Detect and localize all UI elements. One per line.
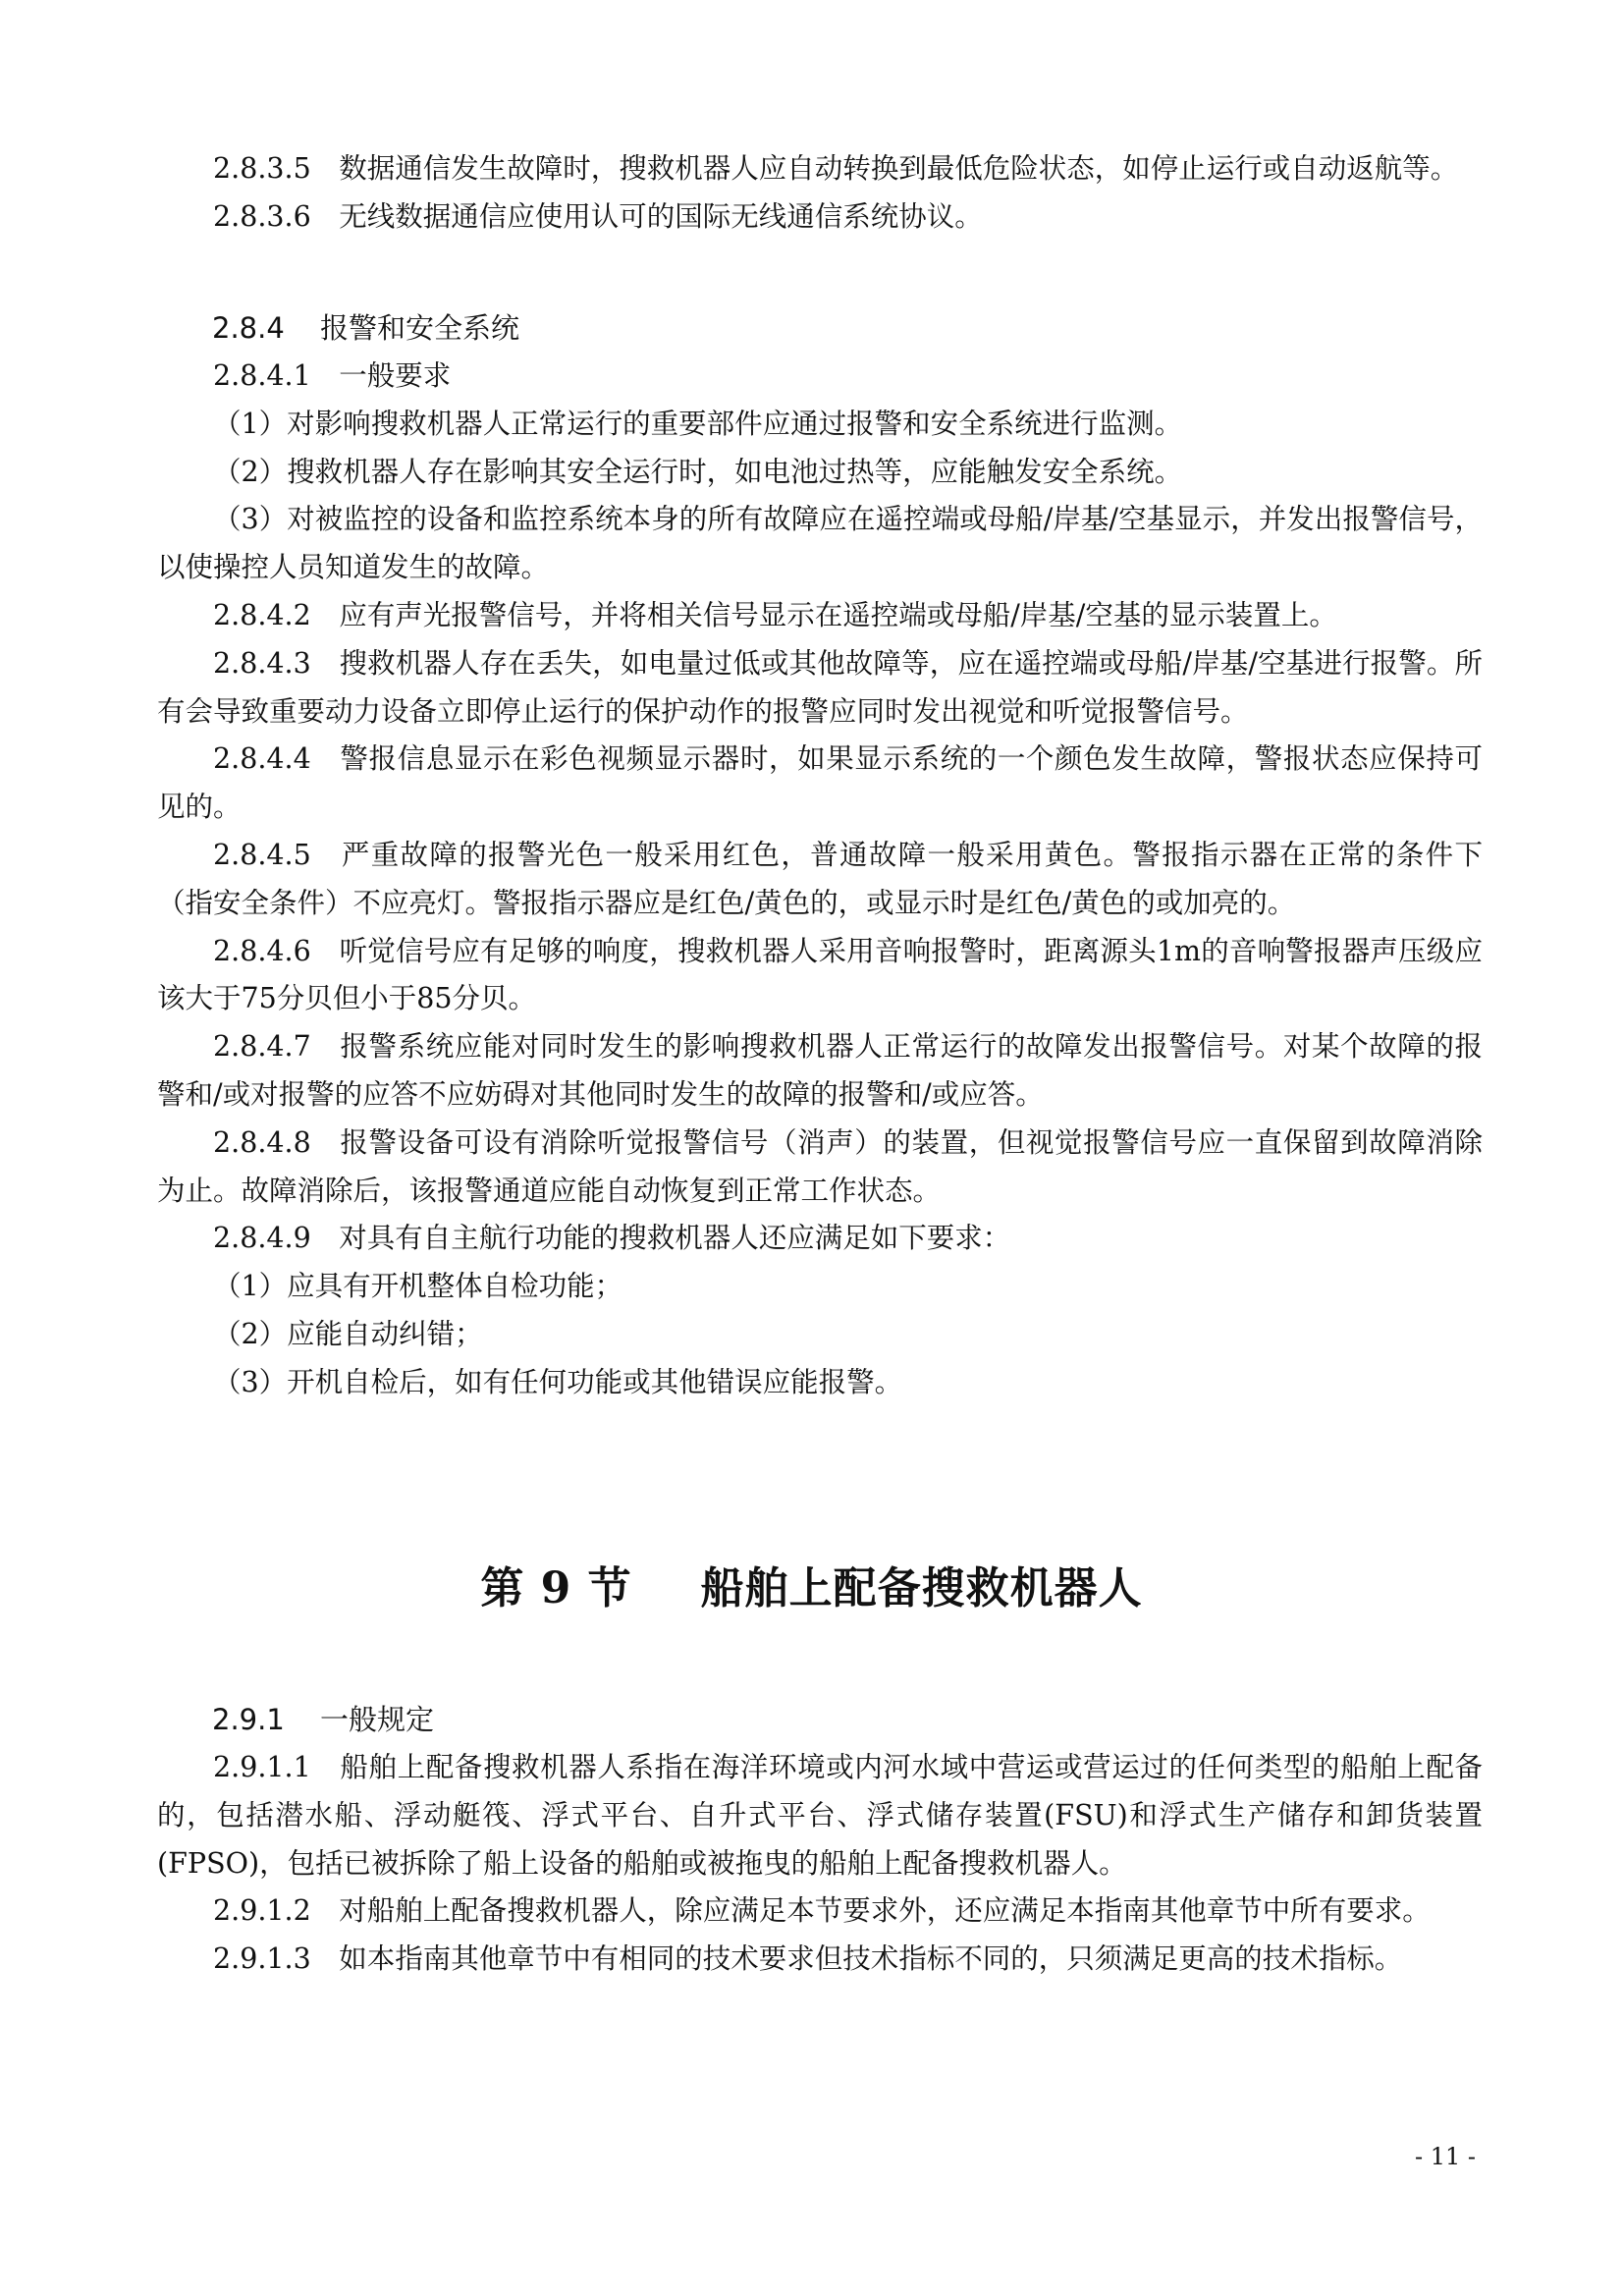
heading-number: 2.9.1 [212,1703,285,1736]
paragraph-2-8-4-4: 2.8.4.4 警报信息显示在彩色视频显示器时，如果显示系统的一个颜色发生故障，警报状态应保持可见的。 [157,742,1483,824]
paragraph-2-8-3-6: 2.8.3.6 无线数据通信应使用认可的国际无线通信系统协议。 [213,199,983,233]
heading-2-8-4 [157,304,1483,352]
heading-title: 一般规定 [320,1703,435,1736]
paragraph-2-8-4-6: 2.8.4.6 听觉信号应有足够的响度，搜救机器人采用音响报警时，距离源头1m的音响警报器声压级应该大于75分贝但小于85分贝。 [157,934,1483,1015]
block-2-8-3 [157,145,1483,242]
paragraph-2-9-1-1: 2.9.1.1 船舶上配备搜救机器人系指在海洋环境或内河水域中营运或营运过的任何类型的船舶上配备的，包括潜水船、浮动艇筏、浮式平台、自升式平台、浮式储存装置(FSU)和浮式生产储存和卸货装置(FPSO)，包括已被拆除了船上设备的船舶或被拖曳的船舶上配备搜救机器人。 [157,1751,1483,1880]
list-item-3: （3）对被监控的设备和监控系统本身的所有故障应在遥控端或母船/岸基/空基显示，并发出报警信号，以使操控人员知道发生的故障。 [157,503,1483,584]
heading-2-9-1 [157,1696,1483,1743]
paragraph-2-8-4-2: 2.8.4.2 应有声光报警信号，并将相关信号显示在遥控端或母船/岸基/空基的显示装置上。 [213,598,1337,631]
paragraph-2-8-4-1: 2.8.4.1 一般要求 [213,359,452,392]
list-item-2: （2）搜救机器人存在影响其安全运行时，如电池过热等，应能触发安全系统。 [213,455,1183,488]
paragraph-2-8-4-5: 2.8.4.5 严重故障的报警光色一般采用红色，普通故障一般采用黄色。警报指示器在正常的条件下（指安全条件）不应亮灯。警报指示器应是红色/黄色的，或显示时是红色/黄色的或加亮的。 [157,838,1483,919]
list-item-9-2: （2）应能自动纠错； [213,1317,483,1350]
paragraph-2-8-4-3: 2.8.4.3 搜救机器人存在丢失，如电量过低或其他故障等，应在遥控端或母船/岸基/空基进行报警。所有会导致重要动力设备立即停止运行的保护动作的报警应同时发出视觉和听觉报警信号。 [157,646,1483,728]
section-name: 船舶上配备搜救机器人 [700,1563,1143,1613]
paragraph-2-9-1-3: 2.9.1.3 如本指南其他章节中有相同的技术要求但技术指标不同的，只须满足更高的技术指标。 [213,1942,1403,1976]
list-item-1: （1）对影响搜救机器人正常运行的重要部件应通过报警和安全系统进行监测。 [213,407,1183,440]
paragraph-2-9-1-2: 2.9.1.2 对船舶上配备搜救机器人，除应满足本节要求外，还应满足本指南其他章节中所有要求。 [213,1894,1431,1928]
paragraph-2-8-4-7: 2.8.4.7 报警系统应能对同时发生的影响搜救机器人正常运行的故障发出报警信号。对某个故障的报警和/或对报警的应答不应妨碍对其他同时发生的故障的报警和/或应答。 [157,1030,1483,1111]
block-2-8-4 [157,353,1483,1407]
heading-number: 2.8.4 [212,311,285,345]
list-item-9-3: （3）开机自检后，如有任何功能或其他错误应能报警。 [213,1365,903,1398]
list-item-9-1: （1）应具有开机整体自检功能； [213,1270,623,1303]
heading-title: 报警和安全系统 [320,311,520,345]
page-number: - 11 - [1414,2143,1476,2170]
paragraph-2-8-4-8: 2.8.4.8 报警设备可设有消除听觉报警信号（消声）的装置，但视觉报警信号应一直保留到故障消除为止。故障消除后，该报警通道应能自动恢复到正常工作状态。 [157,1125,1483,1207]
block-2-9-1 [157,1744,1483,1984]
paragraph-2-8-3-5: 2.8.3.5 数据通信发生故障时，搜救机器人应自动转换到最低危险状态，如停止运行或自动返航等。 [213,152,1459,185]
paragraph-2-8-4-9: 2.8.4.9 对具有自主航行功能的搜救机器人还应满足如下要求： [213,1222,1011,1255]
section-title [0,1559,1623,1618]
section-number: 第 9 节 [480,1563,632,1613]
